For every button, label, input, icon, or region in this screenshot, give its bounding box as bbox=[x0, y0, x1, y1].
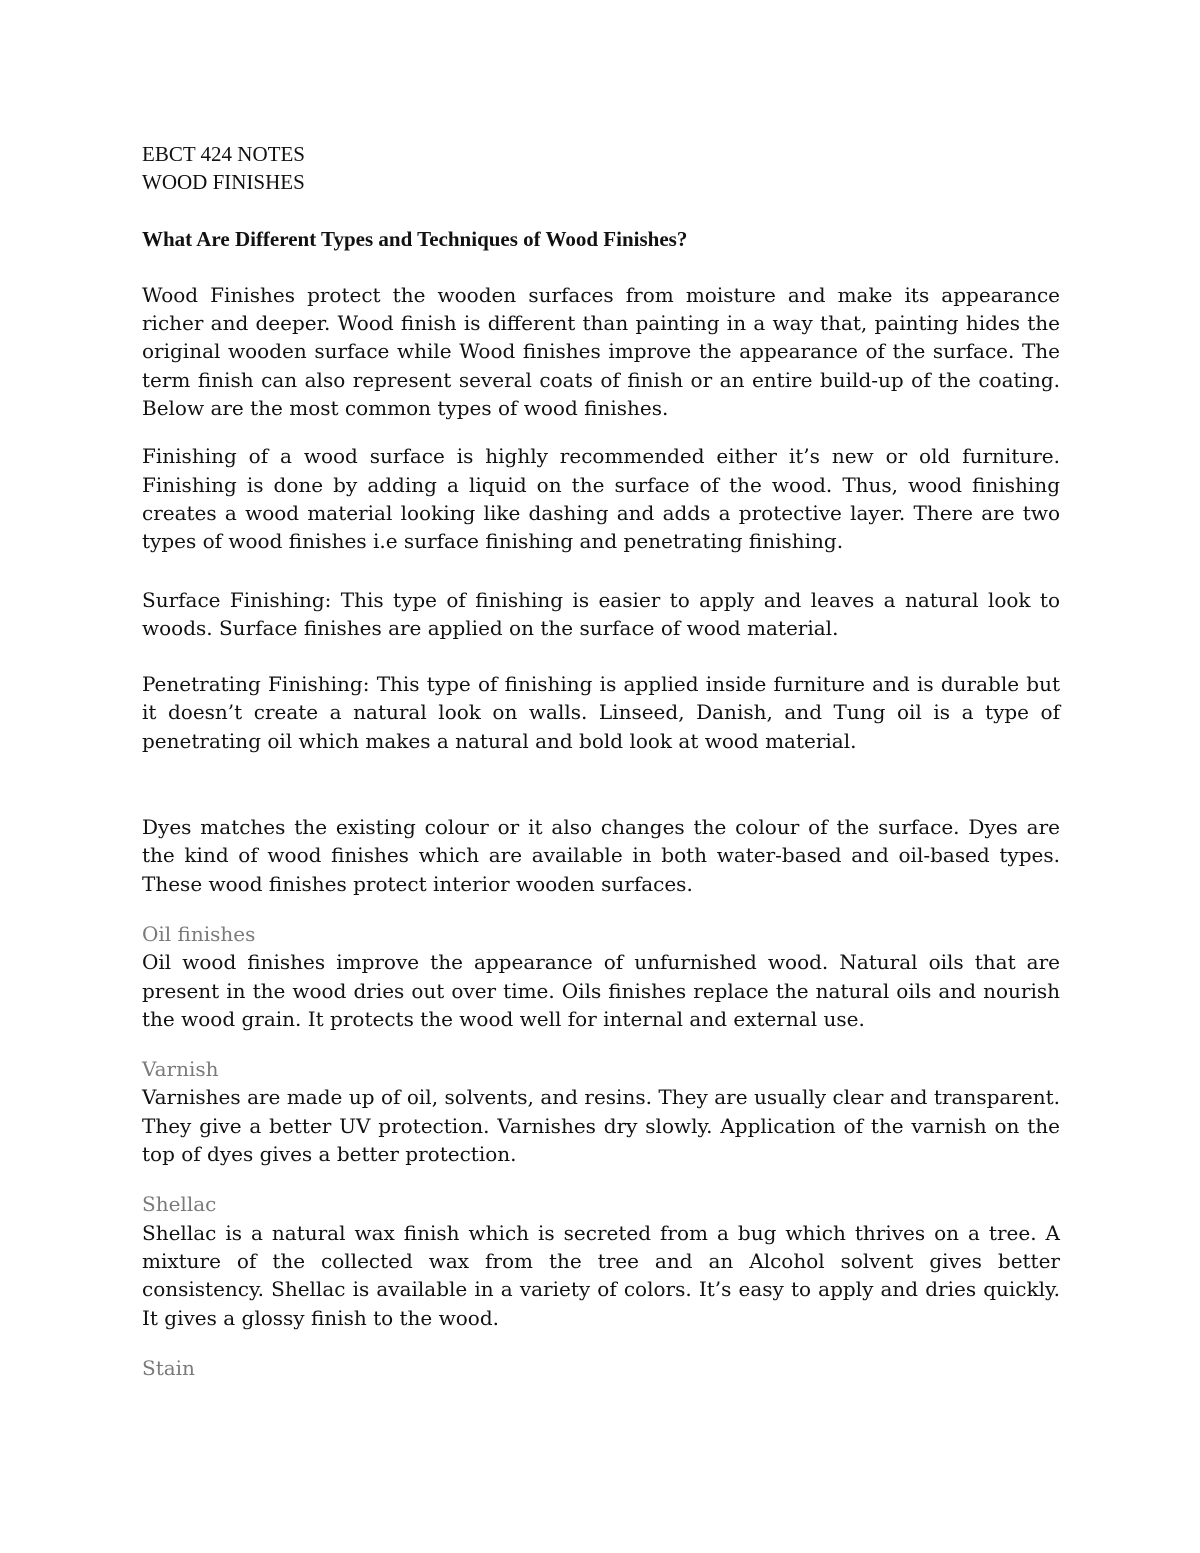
course-title: EBCT 424 NOTES bbox=[142, 142, 305, 166]
section-heading-shellac: Shellac bbox=[142, 1192, 217, 1217]
document-page bbox=[142, 140, 1060, 1382]
intro-paragraph: Wood Finishes protect the wooden surfaces from moisture and make its appearance richer and deeper. Wood finish is different than painting in a way that, painting hides the original wooden surface while Wood finishes improve the appearance of the surface. The term finish can also represent several coats of finish or an entire build-up of the coating. Below are the most common types of wood finishes. bbox=[142, 282, 1060, 421]
section-body-oil-finishes: Oil wood finishes improve the appearance of unfurnished wood. Natural oils that are present in the wood dries out over time. Oils finishes replace the natural oils and nourish the wood grain. It protects the wood well for internal and external use. bbox=[142, 950, 1060, 1031]
dyes-paragraph: Dyes matches the existing colour or it also changes the colour of the surface. Dyes are the kind of wood finishes which are available in both water-based and oil-based types. These wood finishes protect interior wooden surfaces. bbox=[142, 815, 1060, 896]
section-heading-oil-finishes: Oil finishes bbox=[142, 921, 256, 946]
section-body-shellac: Shellac is a natural wax finish which is secreted from a bug which thrives on a tree. A mixture of the collected wax from the tree and an Alcohol solvent gives better consistency. Shellac is available in a variety of colors. It’s easy to apply and dries quickly. It gives a glossy finish to the wood. bbox=[142, 1220, 1060, 1330]
penetrating-finishing-paragraph: Penetrating Finishing: This type of finishing is applied inside furniture and is durable but it doesn’t create a natural look on walls. Linseed, Danish, and Tung oil is a type of penetrating oil which makes a natural and bold look at wood material. bbox=[142, 672, 1060, 753]
surface-finishing-paragraph: Surface Finishing: This type of finishing is easier to apply and leaves a natural look to woods. Surface finishes are applied on the surface of wood material. bbox=[142, 587, 1060, 640]
section-heading-stain: Stain bbox=[142, 1355, 195, 1380]
finishing-paragraph: Finishing of a wood surface is highly recommended either it’s new or old furniture. Finishing is done by adding a liquid on the surface of the wood. Thus, wood finishing creates a wood material looking like dashing and adds a protective layer. There are two types of wood finishes i.e surface finishing and penetrating finishing. bbox=[142, 444, 1060, 554]
question-heading: What Are Different Types and Techniques of Wood Finishes? bbox=[142, 226, 688, 251]
section-body-varnish: Varnishes are made up of oil, solvents, and resins. They are usually clear and transparent. They give a better UV protection. Varnishes dry slowly. Application of the varnish on the top of dyes gives a better protection. bbox=[142, 1085, 1060, 1167]
section-heading-varnish: Varnish bbox=[142, 1057, 219, 1082]
topic-title: WOOD FINISHES bbox=[142, 170, 305, 195]
